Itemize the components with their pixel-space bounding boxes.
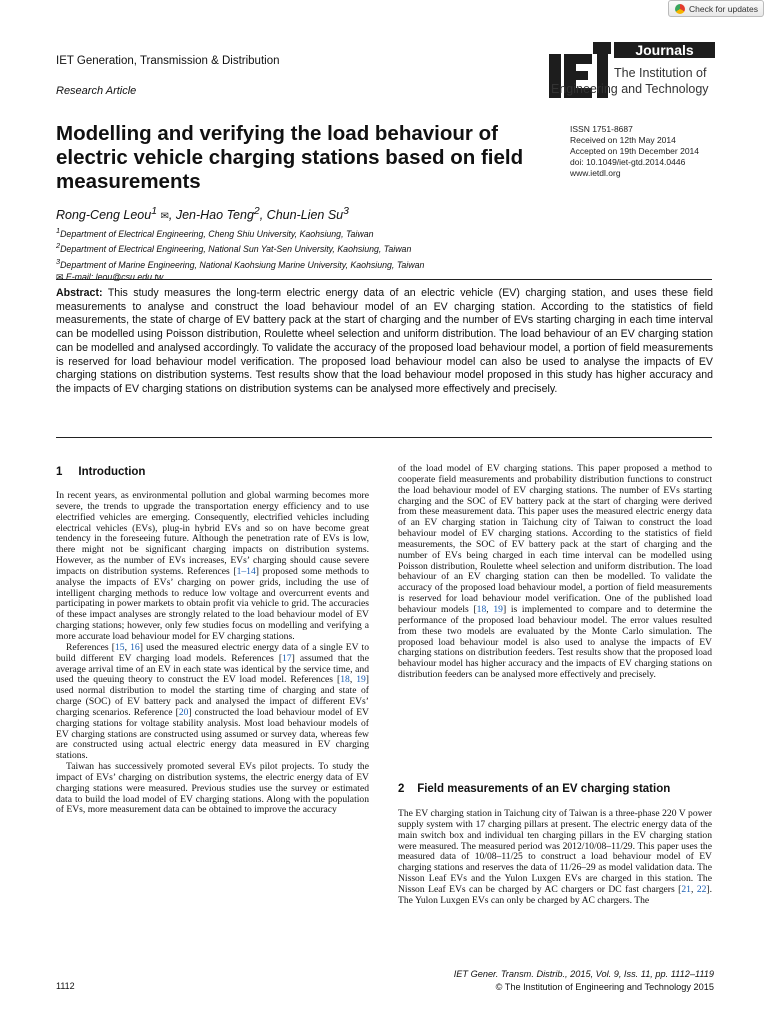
citation-link[interactable]: 18 xyxy=(340,674,350,686)
abstract-label: Abstract: xyxy=(56,287,103,299)
paragraph: The EV charging station in Taichung city of Taiwan is a three-phase 220 V power supply system with 17 charging pillars at present. The electric energy data of the main switch box and individual ten charging pillars in the EV charging station were measured. The measured period was 2012/10/08–11/29. This paper uses the measured data of 10/08–11/25 to construct a load behaviour model of EV charging stations and reserves the data of 11/26–29 as model validation data. The Nisson Leaf EVs and the Yulon Luxgen EVs are charged in this station. The Nisson Leaf EVs can be charged by AC chargers or DC fast chargers [21, 22]. The Yulon Luxgen EVs can only be charged by AC chargers. The xyxy=(398,808,712,906)
affiliations xyxy=(56,225,424,284)
citation-link[interactable]: 16 xyxy=(130,641,140,653)
citation: IET Gener. Transm. Distrib., 2015, Vol. 9, Iss. 11, pp. 1112–1119 xyxy=(453,969,714,979)
right-column-section2 xyxy=(398,809,712,907)
author-sup: 1 xyxy=(151,206,158,217)
check-for-updates-button[interactable] xyxy=(668,0,764,17)
logo-text: IET xyxy=(549,40,551,41)
received-date: Received on 12th May 2014 xyxy=(570,135,676,145)
article-meta xyxy=(570,124,699,179)
abstract xyxy=(56,287,713,397)
abstract-text: This study measures the long-term electric energy data of an electric vehicle (EV) charging station, and uses these field measurements to analyse and construct the load behaviour model of an EV charging station. According to the statistics of field measurements, the state of charge of EV battery pack at the start of charging and the number of EVs starting charging in each time interval can be modelled using Poisson distribution, Roulette wheel selection and uniform distribution. The load behaviour of an EV charging station can be modelled and analysed accordingly. To validate the accuracy of the proposed load behaviour model, a portion of field measurements is reserved for load behaviour model verification. The proposed load behaviour model can also be used to analyse the impacts of EV charging stations on distribution systems. Test results show that the load behaviour model proposed in this study has higher accuracy and the impacts of EV charging stations on distribution systems can be analysed more effectively and precisely. xyxy=(56,287,713,395)
author-sup: 2 xyxy=(253,206,260,217)
paragraph: Taiwan has successively promoted several EVs pilot projects. To study the impact of EVs’ charging on distribution systems, the electric energy data of EV charging stations were measured. Previous studies use the survey or estimated data to build the load model of EV charging stations. Along with the population of EVs, more measurement data can be obtained to improve the accuracy xyxy=(56,761,369,816)
website[interactable]: www.ietdl.org xyxy=(570,168,621,178)
citation-link[interactable]: 20 xyxy=(178,706,189,718)
citation-link[interactable]: 1–14 xyxy=(236,565,256,577)
article-type: Research Article xyxy=(56,85,137,97)
paragraph: In recent years, as environmental pollution and global warming becomes more severe, the trends to upgrade the transportation energy efficiency and to use electrified vehicles are emerging. Consequently, electrified vehicles including electrical vehicles (EVs), plug-in hybrid EVs and so on have become great tendency in the foreseeing future. Although the penetration rate of EVs is low, there might not be significant charging impacts on distribution systems. However, as the number of EVs increases, EVs’ charging should cause severe impacts on distribution systems. References [1–14] proposed some methods to analyse the impacts of EVs’ charging on power grids, including the use of intelligent charging methods to reduce low voltage and overcurrent events and participating in power markets to obtain profit via vehicle to grid. The accuracies of these impact analyses are strongly related to the load behaviour model of EV charging stations; however, only few studies focus on modelling and verifying a more accurate load behaviour model for EV charging stations. xyxy=(56,490,369,642)
envelope-icon: ✉ xyxy=(160,211,169,223)
citation-link[interactable]: 19 xyxy=(493,603,503,615)
affiliation: $^3$Department of Marine Engineering, National Kaohsiung Marine University, Kaohsiung, Taiwan xyxy=(56,256,425,270)
section-heading: 1 Introduction xyxy=(56,466,146,478)
left-column xyxy=(56,491,369,816)
paper-title: Modelling and verifying the load behaviour of electric vehicle charging stations based on field measurements xyxy=(56,122,524,193)
citation-link[interactable]: 19 xyxy=(356,674,366,686)
copyright: © The Institution of Engineering and Technology 2015 xyxy=(495,982,714,992)
divider xyxy=(56,437,712,438)
divider xyxy=(56,279,712,280)
affiliation: $^1$Department of Electrical Engineering, Cheng Shiu University, Kaohsiung, Taiwan xyxy=(56,226,374,239)
check-for-updates-label: Check for updates xyxy=(689,3,758,14)
section-heading: 2 Field measurements of an EV charging station xyxy=(398,783,671,795)
paragraph: References [15, 16] used the measured electric energy data of a single EV to build different EV charging load models. References [17] assumed that the average arrival time of an EV in each state was identical by the service time, and used the queuing theory to construct the EV load model. References [18, 19] used normal distribution to model the starting time of charging and state of charge (SOC) of EV battery pack and analysed the impact of different EVs’ charging scenarios. Reference [20] constructed the load behaviour model of EV charging stations for voltage stability analysis. Most load behaviour models of EV charging stations are constructed using assumed or survey data, whereas few are constructed using actual electric energy data measured in EV charging stations. xyxy=(56,641,370,762)
footer-citation xyxy=(454,968,714,994)
accepted-date: Accepted on 19th December 2014 xyxy=(570,146,700,156)
citation-link[interactable]: 17 xyxy=(282,652,292,664)
journals-badge: Journals xyxy=(614,42,715,58)
page-number: 1112 xyxy=(56,981,75,991)
paragraph: of the load model of EV charging stations. This paper proposed a method to cooperate field measurements and probability distribution functions to construct the load behaviour model of EV charging stations. The number of EVs starting charging and the SOC of EV battery pack at the start of charging were derived from these measurement data. This paper uses the measured electric energy data of an EV charging station in Taichung city of Taiwan to construct the load behaviour model of EV charging stations. According to the statistics of field measurements, the SOC of EV battery pack at the start of charging and the number of EVs being charged in each time interval can be modelled using Poisson distribution, Roulette wheel selection and uniform distribution. The load behaviour of an EV charging station can then be modelled. To validate the accuracy of the proposed load behaviour model, a portion of field measurements is reserved for load behaviour model verification. One of the published load behaviour models [18, 19] is implemented to compare and to determine the performance of the proposed load behaviour model. The error values resulted from these two models are evaluated by the Monte Carlo simulation. The proposed load behaviour model is also used to analyse the impacts of EV charging stations on distribution feeders. Test results show that the proposed load behaviour model has higher accuracy and the impacts of EV charging stations on distribution feeders can be analysed more effectively and precisely. xyxy=(398,463,713,681)
publisher-line2: Engineering and Technology xyxy=(551,82,709,96)
author-sup: 3 xyxy=(343,206,349,217)
envelope-icon: ✉ xyxy=(56,272,64,283)
author-name: Rong-Ceng Leou xyxy=(56,208,152,223)
author-list: Rong-Ceng Leou$^1$ ✉, Jen-Hao Teng$^2$, Chun-Lien Su$^3$ xyxy=(56,206,349,223)
issn: ISSN 1751-8687 xyxy=(570,124,633,134)
publisher-line1: The Institution of xyxy=(614,66,707,80)
crossmark-icon xyxy=(675,4,685,14)
affiliation: $^2$Department of Electrical Engineering, National Sun Yat-Sen University, Kaohsiung, Taiwan xyxy=(56,241,412,255)
right-column xyxy=(398,464,712,681)
journal-name: IET Generation, Transmission & Distribution xyxy=(56,55,280,67)
citation-link[interactable]: 22 xyxy=(696,883,707,895)
citation-link[interactable]: 21 xyxy=(681,883,691,895)
email: ✉ E-mail: leou@csu.edu.tw xyxy=(56,272,164,283)
citation-link[interactable]: 18 xyxy=(476,603,487,615)
doi[interactable]: doi: 10.1049/iet-gtd.2014.0446 xyxy=(570,157,686,167)
author-name: Jen-Hao Teng xyxy=(175,208,254,223)
citation-link[interactable]: 15 xyxy=(114,641,125,653)
author-name: Chun-Lien Su xyxy=(266,208,344,223)
